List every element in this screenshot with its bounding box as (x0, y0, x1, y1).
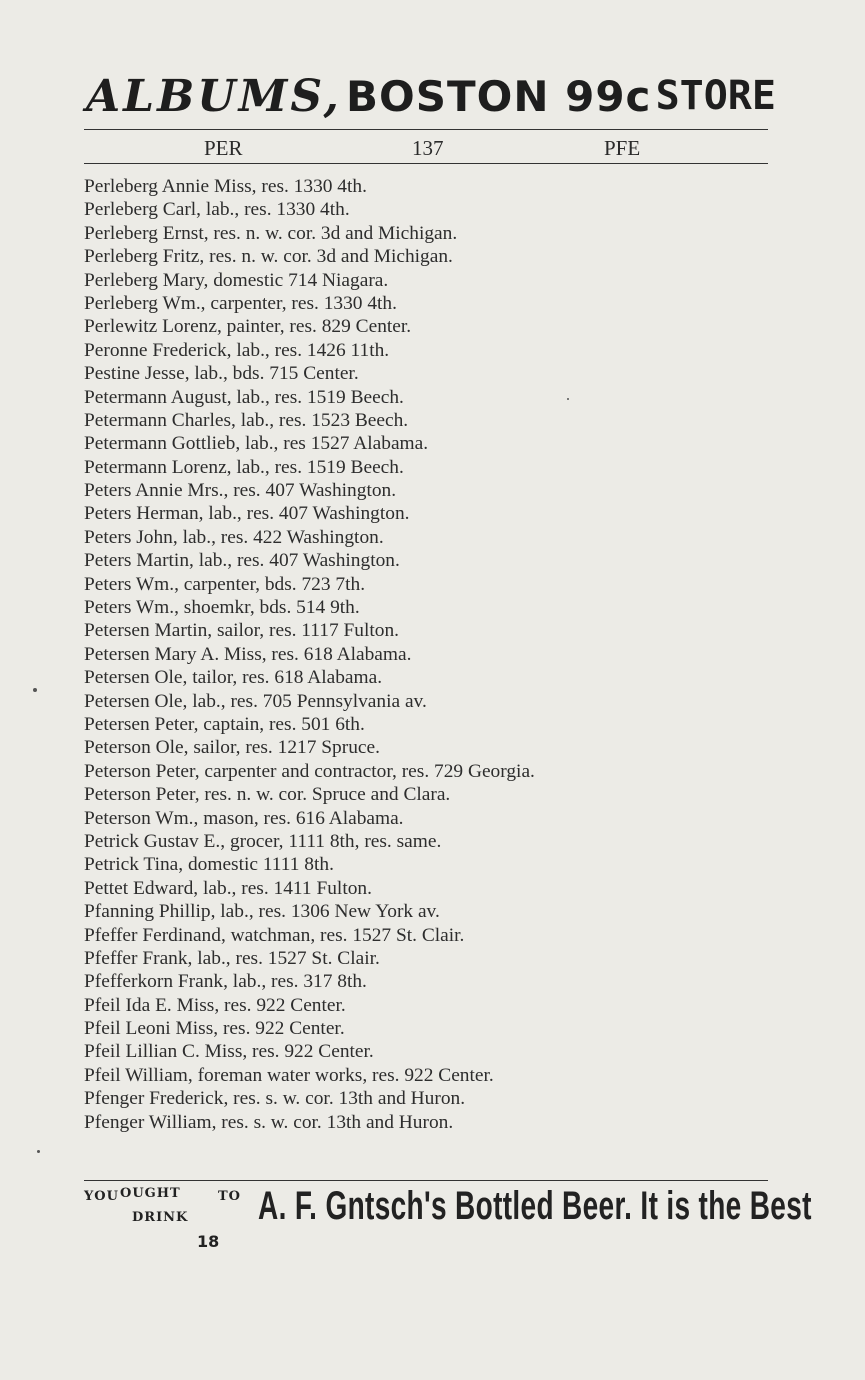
advertising-banner (86, 68, 776, 124)
directory-entry: Peters John, lab., res. 422 Washington. (84, 526, 384, 548)
directory-entry: Petrick Gustav E., grocer, 1111 8th, res. same. (84, 830, 442, 852)
ad-drink: DRINK (132, 1210, 189, 1225)
directory-entry: Peterson Ole, sailor, res. 1217 Spruce. (84, 737, 380, 759)
ad-ought: OUGHT (120, 1186, 181, 1201)
print-speck (33, 688, 37, 692)
footer-rule (84, 1180, 768, 1181)
directory-entry: Pfeffer Frank, lab., res. 1527 St. Clair. (84, 947, 380, 969)
directory-entry: Peronne Frederick, lab., res. 1426 11th. (84, 339, 390, 361)
print-speck (567, 398, 569, 400)
directory-entry: Petermann Gottlieb, lab., res 1527 Alabama. (84, 433, 429, 455)
header-page-number: 137 (412, 136, 444, 160)
directory-entry: Petersen Martin, sailor, res. 1117 Fulton. (84, 620, 399, 642)
directory-entry: Peters Martin, lab., res. 407 Washington. (84, 550, 400, 572)
directory-entry: Pfeil Ida E. Miss, res. 922 Center. (84, 994, 346, 1016)
beer-advertisement (84, 1184, 812, 1244)
directory-entry: Peters Annie Mrs., res. 407 Washington. (84, 480, 397, 502)
ad-to: TO (218, 1189, 241, 1204)
header-rule (84, 163, 768, 164)
directory-entry: Pfenger Frederick, res. s. w. cor. 13th and Huron. (84, 1088, 466, 1110)
directory-entry: Petermann August, lab., res. 1519 Beech. (84, 386, 404, 408)
directory-entry: Peterson Peter, carpenter and contractor, res. 729 Georgia. (84, 760, 535, 782)
directory-entry: Petersen Ole, lab., res. 705 Pennsylvania av. (84, 690, 427, 712)
directory-entry: Peterson Wm., mason, res. 616 Alabama. (84, 807, 404, 829)
directory-entry: Petermann Lorenz, lab., res. 1519 Beech. (84, 456, 404, 478)
directory-entry: Petersen Ole, tailor, res. 618 Alabama. (84, 667, 383, 689)
directory-entry: Peters Wm., shoemkr, bds. 514 9th. (84, 597, 360, 619)
directory-entry: Perleberg Wm., carpenter, res. 1330 4th. (84, 292, 397, 314)
folio-number: 18 (197, 1232, 220, 1251)
directory-entry: Perlewitz Lorenz, painter, res. 829 Center. (84, 316, 412, 338)
directory-entry: Pfeil William, foreman water works, res. 922 Center. (84, 1064, 494, 1086)
print-speck (37, 1150, 40, 1153)
directory-entry: Petermann Charles, lab., res. 1523 Beech. (84, 409, 409, 431)
directory-entry: Pestine Jesse, lab., bds. 715 Center. (84, 363, 359, 385)
directory-entry: Pfeil Lillian C. Miss, res. 922 Center. (84, 1041, 374, 1063)
directory-entry: Pfefferkorn Frank, lab., res. 317 8th. (84, 971, 367, 993)
header-range-end: PFE (604, 136, 641, 160)
directory-entry: Perleberg Annie Miss, res. 1330 4th. (84, 176, 367, 197)
directory-entry: Petersen Mary A. Miss, res. 618 Alabama. (84, 643, 412, 665)
banner-albums: ALBUMS, (86, 70, 342, 122)
directory-entry: Pfeil Leoni Miss, res. 922 Center. (84, 1018, 345, 1040)
directory-entry: Pettet Edward, lab., res. 1411 Fulton. (84, 877, 372, 899)
directory-entry: Petrick Tina, domestic 1111 8th. (84, 854, 334, 876)
directory-entry: Perleberg Ernst, res. n. w. cor. 3d and Michigan. (84, 222, 458, 244)
directory-entry: Perleberg Fritz, res. n. w. cor. 3d and Michigan. (84, 246, 453, 268)
directory-entry: Perleberg Mary, domestic 714 Niagara. (84, 269, 389, 291)
directory-entry: Perleberg Carl, lab., res. 1330 4th. (84, 199, 350, 221)
top-rule (84, 129, 768, 130)
ad-you: YOU (84, 1189, 119, 1204)
directory-entry: Peters Wm., carpenter, bds. 723 7th. (84, 573, 366, 595)
directory-entry: Petersen Peter, captain, res. 501 6th. (84, 713, 365, 735)
directory-entry: Peterson Peter, res. n. w. cor. Spruce and Clara. (84, 784, 451, 806)
banner-store: STORE (655, 73, 776, 119)
banner-store-name: BOSTON 99c (346, 71, 652, 121)
directory-entry: Pfeffer Ferdinand, watchman, res. 1527 St. Clair. (84, 924, 465, 946)
ad-slogan: A. F. Gntsch's Bottled Beer. It is the Best (258, 1184, 812, 1228)
directory-entry: Pfenger William, res. s. w. cor. 13th and Huron. (84, 1111, 454, 1133)
running-header (84, 134, 768, 162)
directory-entries (84, 175, 784, 1134)
directory-entry: Pfanning Phillip, lab., res. 1306 New York av. (84, 901, 440, 923)
directory-entry: Peters Herman, lab., res. 407 Washington. (84, 503, 410, 525)
header-range-start: PER (204, 136, 243, 160)
